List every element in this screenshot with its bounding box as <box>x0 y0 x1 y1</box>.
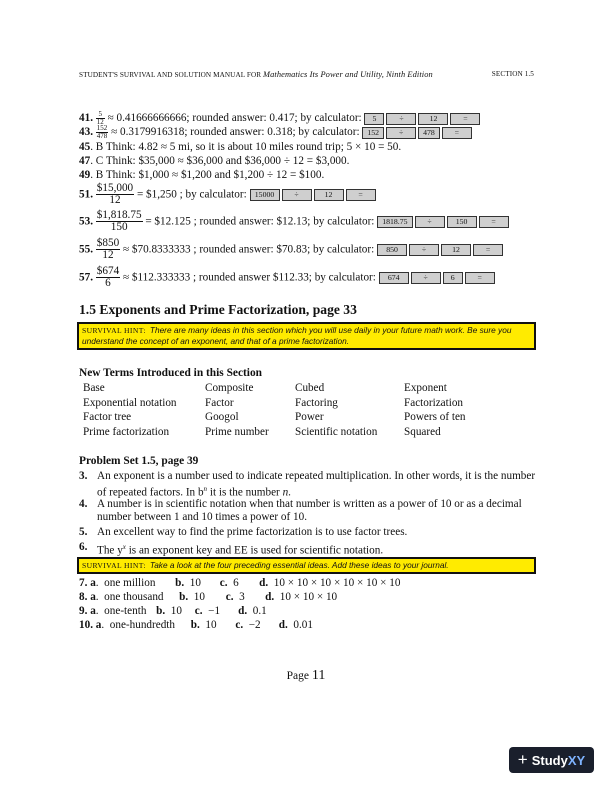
problem-3: 3. An exponent is a number used to indicate repeated multiplication. In other words, it is the number of repeated factors. In $b^n$ it is the number n. <box>79 470 536 499</box>
plus-icon: + <box>517 750 528 769</box>
equals-key: = <box>465 272 495 284</box>
equals-key: = <box>473 244 503 256</box>
header-prefix: STUDENT'S SURVIVAL AND SOLUTION MANUAL FOR <box>79 71 264 79</box>
term: Factorization <box>404 396 464 409</box>
answer-7: 7. a. one million b. 10 c. 6 d. 10 × 10 × 10 × 10 × 10 × 10 <box>79 577 401 589</box>
term: Prime factorization <box>83 426 170 439</box>
divide-key: ÷ <box>411 272 441 284</box>
header-section: SECTION 1.5 <box>491 70 534 78</box>
term: Factor tree <box>83 411 132 424</box>
fraction: $\frac{\$674}{6}$ <box>96 265 120 290</box>
divide-key: ÷ <box>415 216 445 228</box>
problem-5: 5. An excellent way to find the prime factorization is to use factor trees. <box>79 526 408 538</box>
survival-hint-box <box>77 322 536 350</box>
hint-label: SURVIVAL HINT: <box>82 561 146 570</box>
divide-key: ÷ <box>282 189 312 201</box>
answer-55: 55. $\frac{\$850}{12}$ ≈ $70.8333333 ; rounded answer: $70.83; by calculator: 850 ÷ 12 = <box>79 238 505 261</box>
term: Googol <box>205 411 239 424</box>
equals-key: = <box>442 127 472 139</box>
survival-hint-box <box>77 557 536 574</box>
answer-47: 47. C Think: $35,000 ≈ $36,000 and $36,000 ÷ 12 = $3,000. <box>79 155 350 167</box>
studyxy-logo[interactable] <box>509 747 594 773</box>
header-book-title: Mathematics Its Power and Utility, Ninth Edition <box>263 70 433 79</box>
brand-name: Study <box>531 752 568 768</box>
calc-key: 6 <box>443 272 463 284</box>
terms-column-4 <box>404 381 466 440</box>
term: Prime number <box>205 426 269 439</box>
answer-text: . C Think: $35,000 ≈ $36,000 and $36,000 ÷ 12 = $3,000. <box>90 155 350 167</box>
answer-text: . B Think: $1,000 ≈ $1,200 and $1,200 ÷ 12 = $100. <box>90 169 325 181</box>
calculator-keys <box>364 112 482 125</box>
terms-column-3 <box>295 381 377 440</box>
term: Squared <box>404 426 441 439</box>
terms-title: New Terms Introduced in this Section <box>79 367 263 379</box>
calc-key: 15000 <box>250 189 280 201</box>
answer-number: 55 <box>79 243 91 256</box>
answer-49: 49. B Think: $1,000 ≈ $1,200 and $1,200 ÷ 12 = $100. <box>79 169 325 181</box>
divide-key: ÷ <box>409 244 439 256</box>
answer-number: 57 <box>79 271 91 284</box>
calculator-keys <box>379 271 497 284</box>
answer-number: 53 <box>79 215 91 228</box>
calc-key: 150 <box>447 216 477 228</box>
term: Cubed <box>295 382 325 394</box>
term: Factor <box>205 396 234 409</box>
fraction: $\frac{\$850}{12}$ <box>96 237 120 262</box>
calc-key: 12 <box>418 113 448 125</box>
calc-key: 12 <box>441 244 471 256</box>
hint-label: SURVIVAL HINT: <box>82 326 146 335</box>
calculator-keys <box>362 126 473 139</box>
terms-column-1 <box>83 381 177 440</box>
answer-number: 51 <box>79 188 91 201</box>
calculator-keys <box>377 215 510 228</box>
term: Base <box>83 382 105 394</box>
equals-key: = <box>479 216 509 228</box>
term: Exponent <box>404 382 447 394</box>
answer-9: 9. a. one-tenth b. 10 c. −1 d. 0.1 <box>79 605 267 617</box>
divide-key: ÷ <box>386 113 416 125</box>
answer-43: 43. $\frac{152}{478}$ ≈ 0.3179916318; rounded answer: 0.318; by calculator: 152 ÷ 478 = <box>79 125 474 140</box>
calculator-keys <box>250 188 378 201</box>
answer-text: ≈ $70.8333333 ; rounded answer: $70.83; by calculator: <box>120 243 378 256</box>
calc-key: 674 <box>379 272 409 284</box>
term: Power <box>295 411 324 424</box>
answer-53: 53. $\frac{\$1,818.75}{150}$ = $12.125 ; rounded answer: $12.13; by calculator: 1818.75 ÷ 150 = <box>79 210 511 233</box>
answer-57: 57. $\frac{\$674}{6}$ ≈ $112.333333 ; rounded answer $112.33; by calculator: 674 ÷ 6 = <box>79 266 497 289</box>
calc-key: 5 <box>364 113 384 125</box>
term: Powers of ten <box>404 411 466 424</box>
calc-key: 12 <box>314 189 344 201</box>
calc-key: 850 <box>377 244 407 256</box>
calc-key: 1818.75 <box>377 216 412 228</box>
terms-column-2 <box>205 381 269 440</box>
term: Exponential notation <box>83 396 177 409</box>
problem-6: 6. The $y^x$ is an exponent key and EE is used for scientific notation. <box>79 541 384 557</box>
fraction: $\frac{5}{12}$ <box>96 110 104 126</box>
problem-set-title: Problem Set 1.5, page 39 <box>79 455 199 467</box>
section-title: 1.5 Exponents and Prime Factorization, page 33 <box>79 302 357 317</box>
running-header <box>79 70 534 79</box>
fraction: $\frac{\$15,000}{12}$ <box>96 182 134 207</box>
answer-45: 45. B Think: 4.82 ≈ 5 mi, so it is about 10 miles round trip; 5 × 10 = 50. <box>79 141 402 153</box>
answer-text: ≈ $112.333333 ; rounded answer $112.33; by calculator: <box>120 271 379 284</box>
term: Scientific notation <box>295 426 378 439</box>
answer-number: 43 <box>79 126 91 139</box>
brand-suffix: XY <box>567 752 586 768</box>
divide-key: ÷ <box>386 127 416 139</box>
calc-key: 478 <box>418 127 440 139</box>
answer-8: 8. a. one thousand b. 10 c. 3 d. 10 × 10 × 10 <box>79 591 338 603</box>
answer-41: 41. $\frac{5}{12}$ ≈ 0.41666666666; rounded answer: 0.417; by calculator: 5 ÷ 12 = <box>79 111 482 126</box>
equals-key: = <box>346 189 376 201</box>
page-number: 11 <box>311 668 326 683</box>
equals-key: = <box>450 113 480 125</box>
fraction: $\frac{152}{478}$ <box>96 124 108 140</box>
answer-text: = $12.125 ; rounded answer: $12.13; by calculator: <box>142 215 378 228</box>
term: Composite <box>205 382 254 394</box>
hint-text: There are many ideas in this section which you will use daily in your future math work. Be sure you understand the concept of an exponent, and that of a prime factorization. <box>82 325 512 346</box>
answer-10: 10. a. one-hundredth b. 10 c. −2 d. 0.01 <box>79 619 313 631</box>
answer-text: = $1,250 ; by calculator: <box>134 188 250 201</box>
calc-key: 152 <box>362 127 384 139</box>
answer-text: . B Think: 4.82 ≈ 5 mi, so it is about 10 miles round trip; 5 × 10 = 50. <box>90 141 402 153</box>
fraction: $\frac{\$1,818.75}{150}$ <box>96 209 142 234</box>
answer-text: ≈ 0.41666666666; rounded answer: 0.417; by calculator: <box>107 112 365 125</box>
calculator-keys <box>377 243 505 256</box>
hint-text: Take a look at the four preceding essential ideas. Add these ideas to your journal. <box>149 560 449 570</box>
page-label: Page <box>286 670 312 682</box>
answer-number: 41 <box>79 112 91 125</box>
answer-51: 51. $\frac{\$15,000}{12}$ = $1,250 ; by calculator: 15000 ÷ 12 = <box>79 183 378 206</box>
problem-4: 4. A number is in scientific notation when that number is written as a power of 10 or as a decimal number between 1 and 10 times a power of 10. <box>79 498 522 523</box>
page-footer <box>0 668 612 684</box>
term: Factoring <box>295 396 338 409</box>
answer-text: ≈ 0.3179916318; rounded answer: 0.318; by calculator: <box>111 126 363 139</box>
